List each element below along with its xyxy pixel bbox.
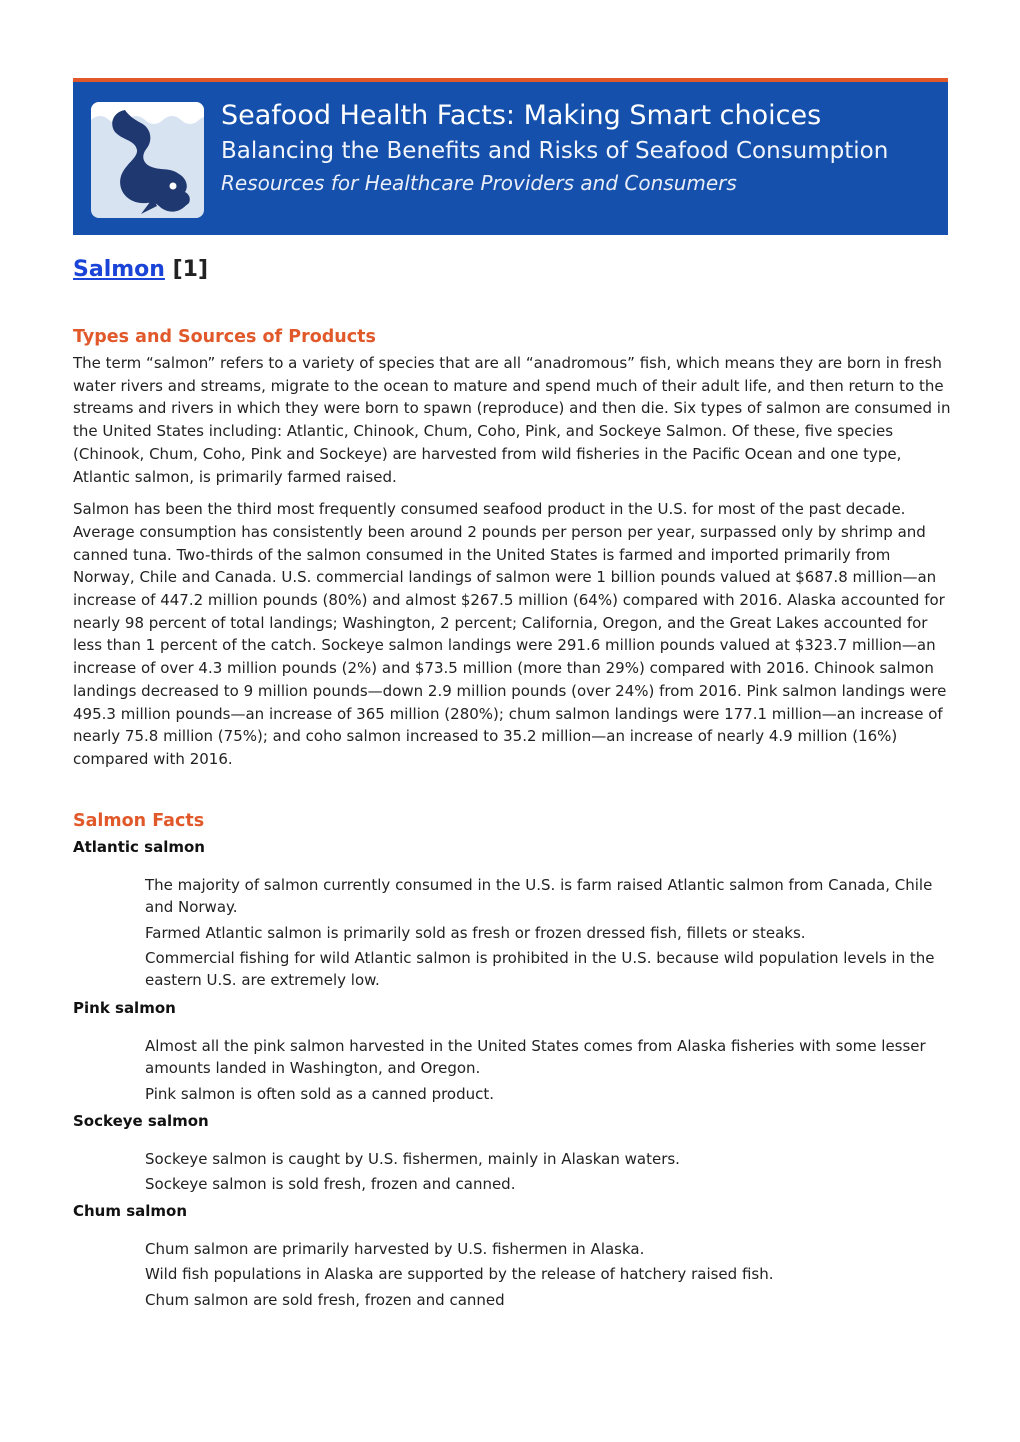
banner-subtitle: Balancing the Benefits and Risks of Seafood Consumption — [221, 138, 889, 164]
list-item: Chum salmon are primarily harvested by U.S. fishermen in Alaska. — [145, 1240, 645, 1259]
reference-marker: [1] — [172, 257, 209, 282]
pink-salmon-list — [73, 1019, 953, 1110]
facts-heading: Salmon Facts — [73, 810, 205, 831]
list-item: Sockeye salmon is sold fresh, frozen and canned. — [145, 1174, 516, 1193]
atlantic-salmon-list — [73, 858, 953, 997]
list-item: The majority of salmon currently consumed in the U.S. is farm raised Atlantic salmon from Canada, Chile and Norway. — [145, 875, 933, 917]
types-paragraph-2: Salmon has been the third most frequently consumed seafood product in the U.S. for most of the past decade. Average consumption has consistently been around 2 pounds per person per year, surpassed only by shrimp and canned tuna. Two-thirds of the salmon consumed in the United States is farmed and imported primarily from Norway, Chile and Canada. U.S. commercial landings of salmon were 1 billion pounds valued at $687.8 million—an increase of 447.2 million pounds (80%) and almost $267.5 million (64%) compared with 2016. Alaska accounted for nearly 98 percent of total landings; Washington, 2 percent; California, Oregon, and the Great Lakes accounted for less than 1 percent of the catch. Sockeye salmon landings were 291.6 million pounds valued at $323.7 million—an increase of over 4.3 million pounds (2%) and $73.5 million (more than 29%) compared with 2016. Chinook salmon landings decreased to 9 million pounds—down 2.9 million pounds (over 24%) from 2016. Pink salmon landings were 495.3 million pounds—an increase of 365 million (280%); chum salmon landings were 177.1 million—an increase of nearly 75.8 million (75%); and coho salmon increased to 35.2 million—an increase of nearly 4.9 million (16%) compared with 2016. — [73, 500, 947, 768]
main-content — [73, 322, 953, 1316]
salmon-title-link[interactable]: Salmon — [73, 257, 165, 282]
header-banner — [73, 78, 948, 235]
types-paragraph-1: The term “salmon” refers to a variety of species that are all “anadromous” fish, which means they are born in fresh water rivers and streams, migrate to the ocean to mature and spend much of their adult life, and then return to the streams and rivers in which they were born to spawn (reproduce) and then die. Six types of salmon are consumed in the United States including: Atlantic, Chinook, Chum, Coho, Pink, and Sockeye Salmon. Of these, five species (Chinook, Chum, Coho, Pink and Sockeye) are harvested from wild fisheries in the Pacific Ocean and one type, Atlantic salmon, is primarily farmed raised. — [73, 354, 951, 486]
sockeye-salmon-heading: Sockeye salmon — [73, 1111, 209, 1130]
page-title — [73, 253, 208, 287]
banner-tagline: Resources for Healthcare Providers and Consumers — [221, 171, 737, 195]
list-item: Pink salmon is often sold as a canned product. — [145, 1084, 495, 1103]
chum-salmon-heading: Chum salmon — [73, 1202, 188, 1221]
list-item: Almost all the pink salmon harvested in the United States comes from Alaska fisheries with some lesser amounts landed in Washington, and Oregon. — [145, 1036, 926, 1078]
banner-title: Seafood Health Facts: Making Smart choices — [221, 100, 822, 131]
list-item: Wild fish populations in Alaska are supported by the release of hatchery raised fish. — [145, 1265, 774, 1284]
atlantic-salmon-heading: Atlantic salmon — [73, 837, 205, 856]
pink-salmon-heading: Pink salmon — [73, 998, 176, 1017]
types-heading: Types and Sources of Products — [73, 327, 376, 347]
banner-text — [221, 98, 888, 198]
sockeye-salmon-list — [73, 1132, 953, 1200]
list-item: Farmed Atlantic salmon is primarily sold as fresh or frozen dressed fish, fillets or steaks. — [145, 923, 806, 942]
list-item: Chum salmon are sold fresh, frozen and canned — [145, 1290, 505, 1309]
fish-logo-icon — [91, 102, 204, 218]
list-item: Commercial fishing for wild Atlantic salmon is prohibited in the U.S. because wild population levels in the eastern U.S. are extremely low. — [145, 948, 935, 990]
list-item: Sockeye salmon is caught by U.S. fishermen, mainly in Alaskan waters. — [145, 1149, 680, 1168]
chum-salmon-list — [73, 1222, 953, 1316]
